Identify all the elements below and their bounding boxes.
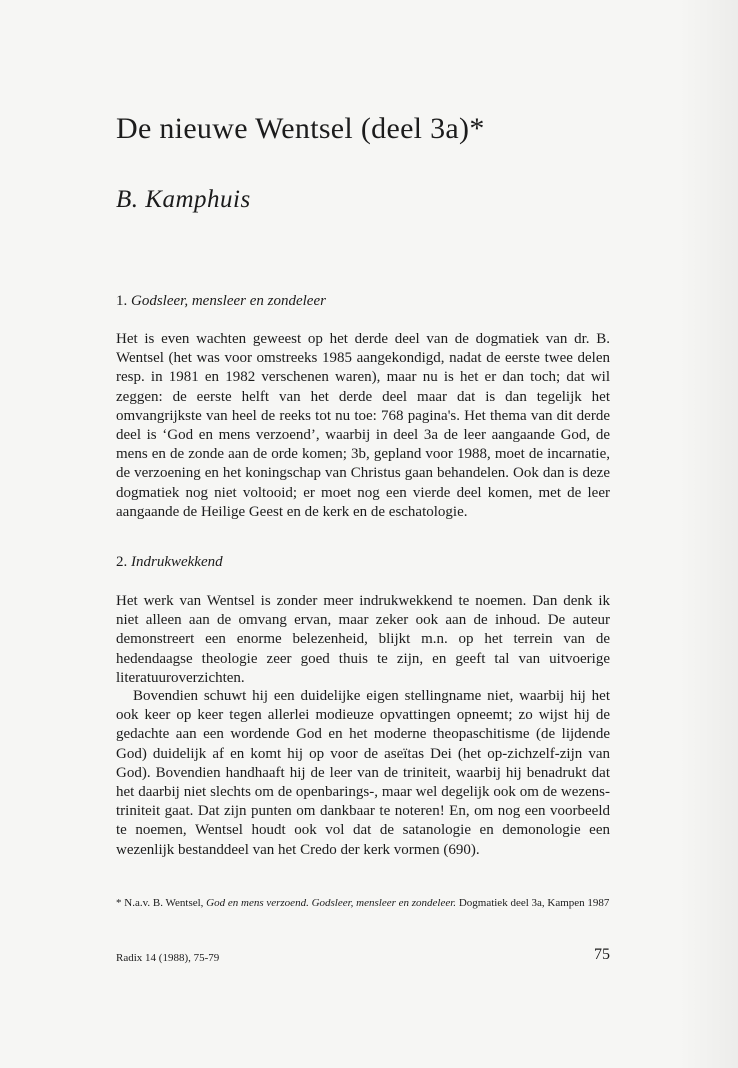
paragraph: Het is even wachten geweest op het derde deel van de dogmatiek van dr. B. Wentsel (het was voor omstreeks 1985 aangekondigd, nadat de eerste twee delen resp. in 1981 en 1982 verschenen waren), maar nu is het er dan toch; dat wil zeggen: de eerste helft van het derde deel maar dat is dan tegelijk het omvangrijkste van heel de reeks tot nu toe: 768 pagina's. Het thema van dit derde deel is ‘God en mens verzoend’, waarbij in deel 3a de leer aangaande God, de mens en de zonde aan de orde komen; 3b, gepland voor 1988, moet de incarnatie, de verzoening en het koningschap van Christus gaan behandelen. Ook dan is deze dogmatiek nog niet voltooid; er moet nog een vierde deel komen, met de leer aangaande de Heilige Geest en de kerk en de eschatologie. [116, 331, 610, 520]
section-number: 1. [116, 293, 128, 309]
paragraph: Het werk van Wentsel is zonder meer indrukwekkend te noemen. Dan denk ik niet alleen aan de omvang ervan, maar zeker ook aan de inhoud. De auteur demonstreert een enorme belezenheid, blijkt m.n. op het terrein van de hedendaagse theologie zeer goed thuis te zijn, en geeft tal van uitvoerige literatuuroverzichten. [116, 593, 610, 686]
section-heading-2 [116, 554, 223, 571]
section-title: Godsleer, mensleer en zondeleer [131, 293, 326, 309]
article-title: De nieuwe Wentsel (deel 3a)* [116, 112, 485, 145]
footnote-book-title: God en mens verzoend. Godsleer, mensleer en zondeleer. [206, 897, 457, 909]
article-author: B. Kamphuis [116, 186, 251, 213]
footnote [116, 896, 610, 911]
page-edge-shadow [678, 0, 738, 1068]
page-number: 75 [594, 946, 610, 963]
paragraph: Bovendien schuwt hij een duidelijke eigen stellingname niet, waarbij hij het ook keer op keer tegen allerlei modieuze opvattingen opneemt; zo wijst hij de gedachte aan een wordende God en het moderne theopaschitisme (de lijdende God) duidelijk af en komt hij op voor de aseïtas Dei (het op-zichzelf-zijn van God). Bovendien handhaaft hij de leer van de triniteit, waarbij hij benadrukt dat het daarbij niet slechts om de openbarings-, maar wel degelijk ook om de wezens-triniteit gaat. Dat zijn punten om dankbaar te noteren! En, om nog een voorbeeld te noemen, Wentsel houdt ook vol dat de satanologie en demonologie een wezenlijk bestanddeel van het Credo der kerk vormen (690). [116, 688, 610, 858]
section-title: Indrukwekkend [131, 554, 223, 570]
section-heading-1 [116, 293, 326, 310]
footnote-suffix: Dogmatiek deel 3a, Kampen 1987 [456, 897, 610, 909]
journal-reference: Radix 14 (1988), 75-79 [116, 952, 220, 964]
footnote-prefix: * N.a.v. B. Wentsel, [116, 897, 207, 909]
section-number: 2. [116, 554, 128, 570]
